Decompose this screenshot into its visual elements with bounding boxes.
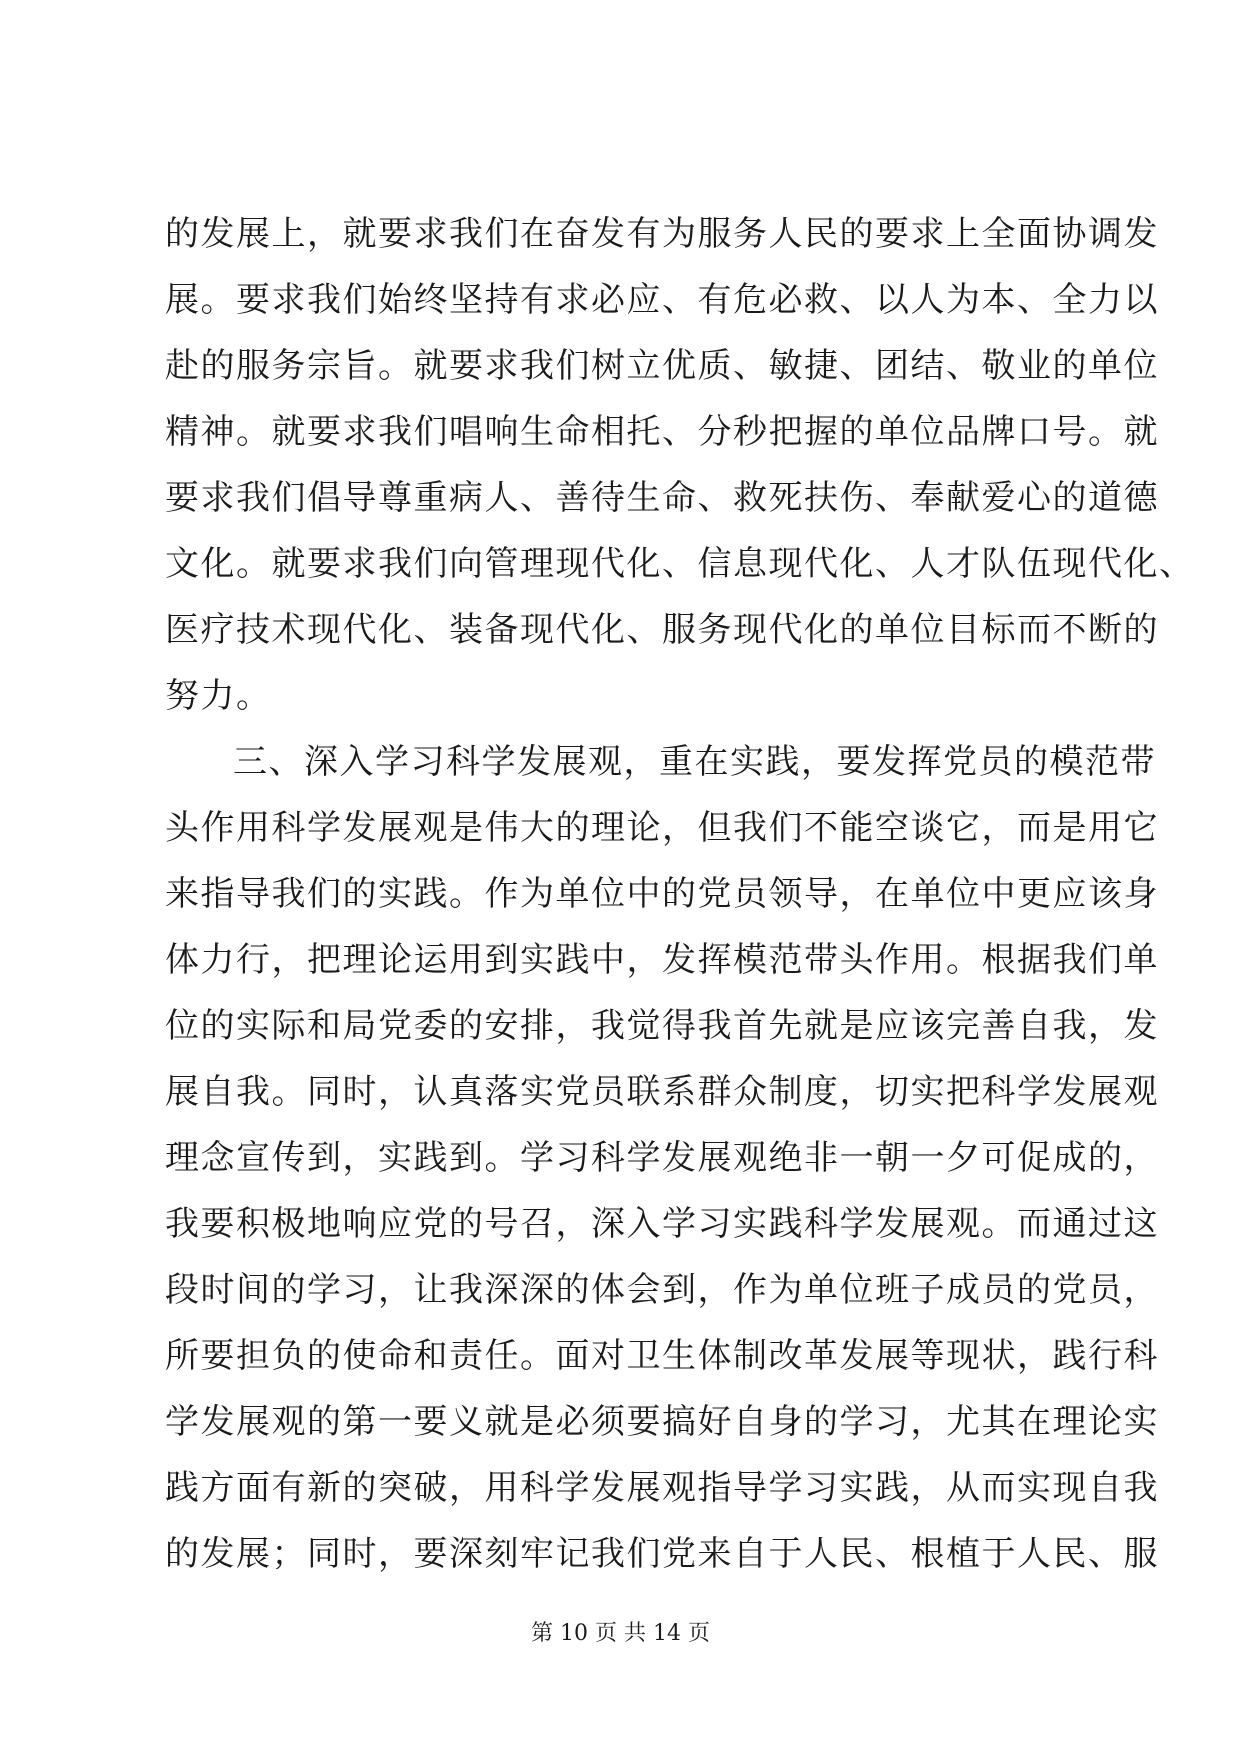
text-line: 努力。 <box>165 676 272 716</box>
text-line: 所要担负的使命和责任。面对卫生体制改革发展等现状，践行科 <box>165 1336 1159 1376</box>
text-line: 我要积极地响应党的号召，深入学习实践科学发展观。而通过这 <box>165 1204 1159 1244</box>
text-line: 文化。就要求我们向管理现代化、信息现代化、人才队伍现代化、 <box>165 544 1195 584</box>
text-line: 理念宣传到，实践到。学习科学发展观绝非一朝一夕可促成的， <box>165 1138 1159 1178</box>
text-line: 体力行，把理论运用到实践中，发挥模范带头作用。根据我们单 <box>165 940 1159 980</box>
text-line: 赴的服务宗旨。就要求我们树立优质、敏捷、团结、敬业的单位 <box>165 346 1159 386</box>
text-line: 来指导我们的实践。作为单位中的党员领导，在单位中更应该身 <box>165 874 1159 914</box>
text-line: 的发展上，就要求我们在奋发有为服务人民的要求上全面协调发 <box>165 214 1159 254</box>
page-number-footer: 第 10 页 共 14 页 <box>531 1621 710 1646</box>
text-line: 要求我们倡导尊重病人、善待生命、救死扶伤、奉献爱心的道德 <box>165 478 1159 518</box>
text-line: 展。要求我们始终坚持有求必应、有危必救、以人为本、全力以 <box>165 280 1159 320</box>
text-line: 践方面有新的突破，用科学发展观指导学习实践，从而实现自我 <box>165 1468 1159 1508</box>
paragraph-start-line: 三、深入学习科学发展观，重在实践，要发挥党员的模范带 <box>233 742 1156 782</box>
text-line: 的发展；同时，要深刻牢记我们党来自于人民、根植于人民、服 <box>165 1534 1159 1574</box>
text-line: 位的实际和局党委的安排，我觉得我首先就是应该完善自我，发 <box>165 1006 1159 1046</box>
text-line: 精神。就要求我们唱响生命相托、分秒把握的单位品牌口号。就 <box>165 412 1159 452</box>
text-line: 段时间的学习，让我深深的体会到，作为单位班子成员的党员， <box>165 1270 1159 1310</box>
text-line: 学发展观的第一要义就是必须要搞好自身的学习，尤其在理论实 <box>165 1402 1159 1442</box>
text-line: 医疗技术现代化、装备现代化、服务现代化的单位目标而不断的 <box>165 610 1159 650</box>
text-line: 头作用科学发展观是伟大的理论，但我们不能空谈它，而是用它 <box>165 808 1159 848</box>
text-line: 展自我。同时，认真落实党员联系群众制度，切实把科学发展观 <box>165 1072 1159 1112</box>
